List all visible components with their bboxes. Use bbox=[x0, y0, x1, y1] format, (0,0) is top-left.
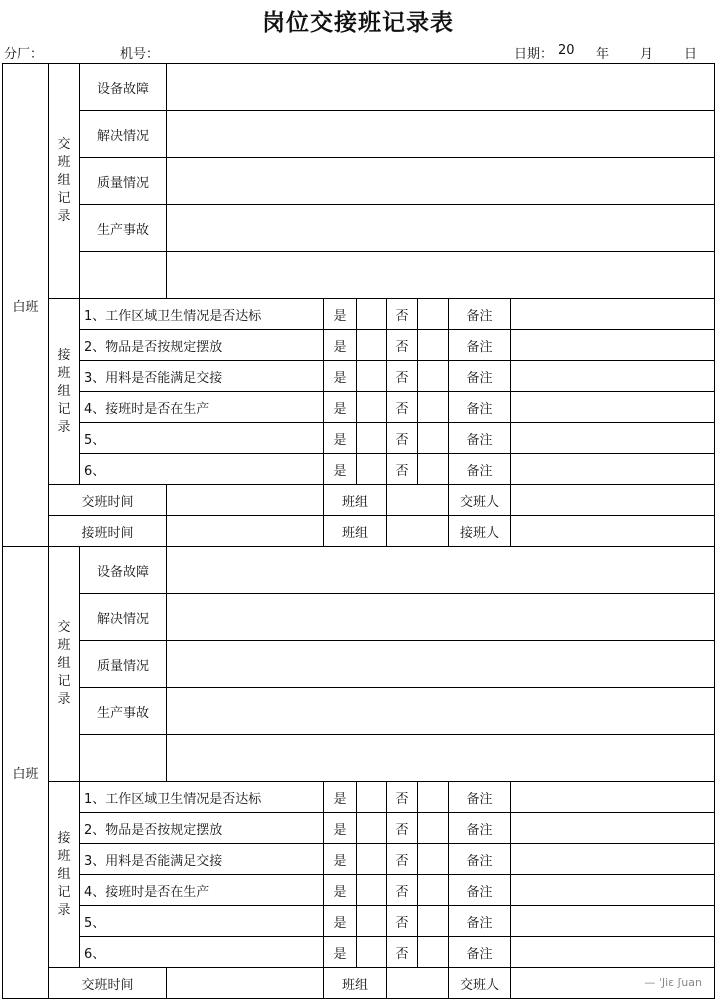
team-label: 班组 bbox=[324, 516, 387, 547]
time-label: 接班时间 bbox=[49, 516, 167, 547]
check-item-label: 1、工作区域卫生情况是否达标 bbox=[80, 782, 324, 813]
vertical-label-char: 记 bbox=[57, 191, 71, 206]
no-checkbox-cell[interactable] bbox=[418, 330, 449, 361]
check-item-label: 3、用料是否能满足交接 bbox=[80, 361, 324, 392]
yes-label: 是 bbox=[324, 813, 357, 844]
vertical-label-char: 组 bbox=[57, 173, 71, 188]
person-input[interactable] bbox=[511, 516, 715, 547]
handover-row-label: 设备故障 bbox=[80, 547, 167, 594]
no-checkbox-cell[interactable] bbox=[418, 299, 449, 330]
form-title: 岗位交接班记录表 bbox=[262, 9, 454, 36]
handover-row-label: 质量情况 bbox=[80, 641, 167, 688]
handover-row-label: 设备故障 bbox=[80, 64, 167, 111]
yes-checkbox-cell[interactable] bbox=[357, 906, 387, 937]
yes-checkbox-cell[interactable] bbox=[357, 454, 387, 485]
yes-label: 是 bbox=[324, 454, 357, 485]
day-label: 日 bbox=[684, 47, 698, 62]
check-item-label: 5、 bbox=[80, 423, 324, 454]
vertical-label-char: 组 bbox=[57, 383, 71, 399]
remark-label: 备注 bbox=[449, 782, 511, 813]
remark-input[interactable] bbox=[511, 392, 715, 423]
vertical-label-char: 接 bbox=[57, 347, 71, 363]
yes-label: 是 bbox=[324, 330, 357, 361]
no-label: 否 bbox=[387, 330, 418, 361]
watermark-signature: — ˈJiɛ ʃuan bbox=[644, 976, 702, 989]
vertical-label-char: 录 bbox=[57, 902, 71, 918]
handover-row-input[interactable] bbox=[167, 735, 715, 782]
handover-row-input[interactable] bbox=[167, 594, 715, 641]
no-label: 否 bbox=[387, 392, 418, 423]
check-item-label: 2、物品是否按规定摆放 bbox=[80, 813, 324, 844]
vertical-label-char: 接 bbox=[57, 830, 71, 846]
no-label: 否 bbox=[387, 361, 418, 392]
team-input[interactable] bbox=[387, 516, 449, 547]
remark-label: 备注 bbox=[449, 361, 511, 392]
remark-input[interactable] bbox=[511, 454, 715, 485]
team-input[interactable] bbox=[387, 968, 449, 999]
no-label: 否 bbox=[387, 813, 418, 844]
handover-row-label bbox=[80, 735, 167, 782]
time-label: 交班时间 bbox=[49, 485, 167, 516]
yes-label: 是 bbox=[324, 906, 357, 937]
vertical-label-char: 记 bbox=[57, 401, 71, 417]
handover-row-input[interactable] bbox=[167, 252, 715, 299]
no-label: 否 bbox=[387, 844, 418, 875]
yes-checkbox-cell[interactable] bbox=[357, 782, 387, 813]
remark-input[interactable] bbox=[511, 299, 715, 330]
vertical-label-char: 录 bbox=[57, 692, 71, 707]
person-input[interactable] bbox=[511, 485, 715, 516]
person-label: 交班人 bbox=[449, 968, 511, 999]
remark-label: 备注 bbox=[449, 454, 511, 485]
no-checkbox-cell[interactable] bbox=[418, 906, 449, 937]
check-item-label: 6、 bbox=[80, 454, 324, 485]
handover-record-table bbox=[2, 63, 715, 999]
remark-input[interactable] bbox=[511, 782, 715, 813]
handover-row-label: 解决情况 bbox=[80, 594, 167, 641]
no-checkbox-cell[interactable] bbox=[418, 782, 449, 813]
vertical-label-char: 交 bbox=[57, 137, 71, 152]
handover-row-label: 解决情况 bbox=[80, 111, 167, 158]
remark-input[interactable] bbox=[511, 937, 715, 968]
year-label: 年 bbox=[596, 47, 610, 62]
check-item-label: 6、 bbox=[80, 937, 324, 968]
vertical-label-char: 记 bbox=[57, 884, 71, 900]
remark-input[interactable] bbox=[511, 361, 715, 392]
vertical-label-char: 录 bbox=[57, 419, 71, 435]
remark-input[interactable] bbox=[511, 813, 715, 844]
remark-label: 备注 bbox=[449, 392, 511, 423]
no-checkbox-cell[interactable] bbox=[418, 423, 449, 454]
time-input[interactable] bbox=[167, 485, 324, 516]
no-label: 否 bbox=[387, 937, 418, 968]
time-input[interactable] bbox=[167, 968, 324, 999]
yes-checkbox-cell[interactable] bbox=[357, 844, 387, 875]
vertical-label-char: 班 bbox=[57, 638, 71, 653]
remark-label: 备注 bbox=[449, 906, 511, 937]
yes-label: 是 bbox=[324, 392, 357, 423]
no-label: 否 bbox=[387, 782, 418, 813]
team-label: 班组 bbox=[324, 968, 387, 999]
remark-input[interactable] bbox=[511, 423, 715, 454]
no-checkbox-cell[interactable] bbox=[418, 361, 449, 392]
handover-row-input[interactable] bbox=[167, 158, 715, 205]
remark-label: 备注 bbox=[449, 423, 511, 454]
yes-checkbox-cell[interactable] bbox=[357, 361, 387, 392]
yes-label: 是 bbox=[324, 361, 357, 392]
yes-label: 是 bbox=[324, 844, 357, 875]
check-item-label: 1、工作区域卫生情况是否达标 bbox=[80, 299, 324, 330]
vertical-label-char: 组 bbox=[57, 656, 71, 671]
yes-label: 是 bbox=[324, 782, 357, 813]
vertical-label-char: 班 bbox=[57, 365, 71, 381]
yes-checkbox-cell[interactable] bbox=[357, 392, 387, 423]
vertical-label-char: 班 bbox=[57, 155, 71, 170]
yes-label: 是 bbox=[324, 875, 357, 906]
no-checkbox-cell[interactable] bbox=[418, 844, 449, 875]
machine-label: 机号： bbox=[120, 47, 160, 62]
handover-row-label bbox=[80, 252, 167, 299]
vertical-label-char: 交 bbox=[57, 620, 71, 635]
no-label: 否 bbox=[387, 299, 418, 330]
handover-row-input[interactable] bbox=[167, 111, 715, 158]
handover-group-label bbox=[49, 547, 80, 782]
no-checkbox-cell[interactable] bbox=[418, 937, 449, 968]
check-item-label: 3、用料是否能满足交接 bbox=[80, 844, 324, 875]
branch-label: 分厂： bbox=[4, 47, 44, 62]
no-checkbox-cell[interactable] bbox=[418, 454, 449, 485]
check-item-label: 5、 bbox=[80, 906, 324, 937]
remark-label: 备注 bbox=[449, 875, 511, 906]
check-item-label: 2、物品是否按规定摆放 bbox=[80, 330, 324, 361]
remark-label: 备注 bbox=[449, 813, 511, 844]
person-label: 交班人 bbox=[449, 485, 511, 516]
check-item-label: 4、接班时是否在生产 bbox=[80, 392, 324, 423]
no-checkbox-cell[interactable] bbox=[418, 875, 449, 906]
yes-checkbox-cell[interactable] bbox=[357, 299, 387, 330]
handover-row-input[interactable] bbox=[167, 547, 715, 594]
yes-checkbox-cell[interactable] bbox=[357, 330, 387, 361]
no-label: 否 bbox=[387, 875, 418, 906]
team-label: 班组 bbox=[324, 485, 387, 516]
handover-group-label bbox=[49, 64, 80, 299]
yes-label: 是 bbox=[324, 299, 357, 330]
takeover-group-label bbox=[49, 299, 80, 485]
remark-input[interactable] bbox=[511, 844, 715, 875]
takeover-group-label bbox=[49, 782, 80, 968]
handover-row-input[interactable] bbox=[167, 64, 715, 111]
no-label: 否 bbox=[387, 423, 418, 454]
no-checkbox-cell[interactable] bbox=[418, 813, 449, 844]
remark-label: 备注 bbox=[449, 844, 511, 875]
yes-checkbox-cell[interactable] bbox=[357, 875, 387, 906]
yes-checkbox-cell[interactable] bbox=[357, 813, 387, 844]
shift-label: 白班 bbox=[3, 64, 49, 547]
remark-label: 备注 bbox=[449, 937, 511, 968]
vertical-label-char: 记 bbox=[57, 674, 71, 689]
time-input[interactable] bbox=[167, 516, 324, 547]
handover-row-label: 生产事故 bbox=[80, 205, 167, 252]
no-checkbox-cell[interactable] bbox=[418, 392, 449, 423]
remark-label: 备注 bbox=[449, 299, 511, 330]
remark-input[interactable] bbox=[511, 330, 715, 361]
yes-label: 是 bbox=[324, 423, 357, 454]
vertical-label-char: 班 bbox=[57, 848, 71, 864]
handover-row-input[interactable] bbox=[167, 688, 715, 735]
yes-label: 是 bbox=[324, 937, 357, 968]
remark-input[interactable] bbox=[511, 906, 715, 937]
handover-row-label: 生产事故 bbox=[80, 688, 167, 735]
yes-checkbox-cell[interactable] bbox=[357, 423, 387, 454]
check-item-label: 4、接班时是否在生产 bbox=[80, 875, 324, 906]
vertical-label-char: 录 bbox=[57, 209, 71, 224]
no-label: 否 bbox=[387, 454, 418, 485]
shift-label: 白班 bbox=[3, 547, 49, 999]
remark-label: 备注 bbox=[449, 330, 511, 361]
handover-row-label: 质量情况 bbox=[80, 158, 167, 205]
date-label: 日期： bbox=[514, 47, 554, 62]
vertical-label-char: 组 bbox=[57, 866, 71, 882]
no-label: 否 bbox=[387, 906, 418, 937]
year-prefix: 20 bbox=[558, 43, 575, 58]
handover-row-input[interactable] bbox=[167, 205, 715, 252]
handover-row-input[interactable] bbox=[167, 641, 715, 688]
person-label: 接班人 bbox=[449, 516, 511, 547]
team-input[interactable] bbox=[387, 485, 449, 516]
time-label: 交班时间 bbox=[49, 968, 167, 999]
remark-input[interactable] bbox=[511, 875, 715, 906]
month-label: 月 bbox=[640, 47, 654, 62]
yes-checkbox-cell[interactable] bbox=[357, 937, 387, 968]
